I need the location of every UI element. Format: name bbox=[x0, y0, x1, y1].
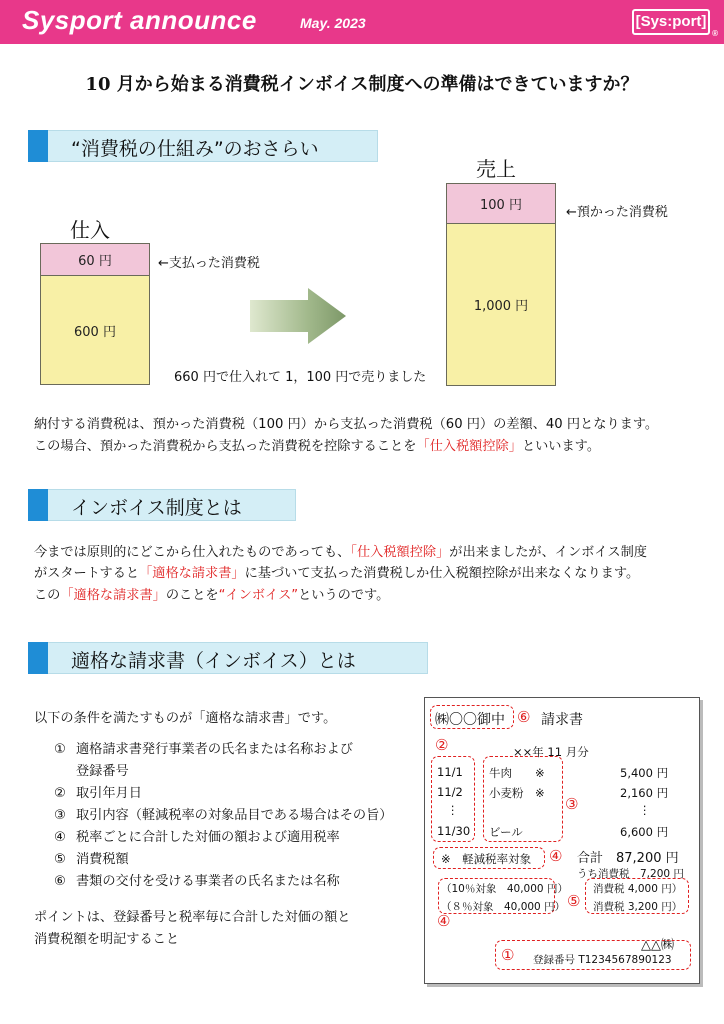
tax-10-amount: 消費税 4,000 円） bbox=[593, 883, 683, 895]
item-number: ③ bbox=[54, 808, 66, 823]
text-segment: この bbox=[34, 588, 61, 603]
text-segment: といいます。 bbox=[521, 439, 601, 454]
goods-row: 小麦粉 ※ bbox=[489, 786, 545, 800]
date-row: 11/1 bbox=[437, 765, 463, 779]
marker-3: ③ bbox=[565, 795, 579, 813]
point-line2: 消費税額を明記すること bbox=[34, 932, 180, 947]
invoice-recipient: ㈱〇〇御中 bbox=[435, 712, 505, 728]
invoice-period: ××年 11 月分 bbox=[513, 745, 589, 759]
amount-row: ⋮ bbox=[639, 803, 651, 817]
arrow-caption: 660 円で仕入れて 1，100 円で売りました bbox=[174, 370, 427, 385]
sysport-logo bbox=[632, 9, 718, 38]
section-heading-text: 適格な請求書（インボイス）とは bbox=[71, 650, 356, 672]
item-text: 取引内容（軽減税率の対象品目である場合はその旨） bbox=[76, 808, 393, 823]
text-segment: のことを bbox=[165, 588, 219, 603]
purchase-caption: 仕入 bbox=[70, 218, 110, 242]
goods-row: ビール bbox=[489, 825, 523, 839]
right-arrow-icon bbox=[250, 288, 346, 344]
condition-item bbox=[54, 871, 393, 893]
item-text: 取引年月日 bbox=[76, 786, 142, 801]
rate-8-total: （８％対象 40,000 円） bbox=[441, 901, 566, 913]
issue-date: May. 2023 bbox=[300, 15, 366, 31]
section-tab-marker bbox=[28, 489, 48, 521]
amount-row: 2,160 円 bbox=[620, 786, 669, 800]
purchase-base-value: 600 円 bbox=[74, 324, 116, 340]
condition-item bbox=[54, 761, 393, 783]
section-heading-qualified-invoice bbox=[28, 642, 428, 674]
item-number: ⑤ bbox=[54, 852, 66, 867]
marker-4: ④ bbox=[437, 912, 451, 930]
sales-base-value: 1,000 円 bbox=[473, 299, 529, 314]
text-segment: 今までは原則的にどこから仕入れたものであっても、 bbox=[34, 545, 351, 560]
purchase-tax-box bbox=[40, 243, 150, 276]
marker-6: ⑥ bbox=[517, 708, 531, 726]
text-segment: がスタートすると bbox=[34, 566, 140, 581]
section-heading-text: “消費税の仕組み”のおさらい bbox=[71, 138, 319, 160]
conditions-list bbox=[34, 739, 393, 893]
section-heading-invoice-system bbox=[28, 489, 296, 521]
registered-mark: ® bbox=[712, 29, 718, 38]
sales-tax-box bbox=[446, 183, 556, 224]
reduced-rate-note: ※ 軽減税率対象 bbox=[441, 852, 532, 866]
tax-included: うち消費税 7,200 円 bbox=[577, 868, 684, 880]
text-segment: というのです。 bbox=[298, 588, 390, 603]
purchase-tax-value: 60 円 bbox=[78, 254, 112, 269]
invoice-sample bbox=[424, 697, 700, 984]
item-number: ④ bbox=[54, 830, 66, 845]
item-text: 登録番号 bbox=[76, 764, 129, 779]
issuer-name: △△㈱ bbox=[641, 938, 674, 953]
date-row: 11/30 bbox=[437, 824, 471, 838]
text-segment: が出来ましたが、インボイス制度 bbox=[449, 545, 647, 560]
condition-item bbox=[54, 739, 393, 761]
item-number: ⑥ bbox=[54, 874, 66, 889]
received-tax-note: ←預かった消費税 bbox=[566, 205, 668, 220]
item-number: ② bbox=[54, 786, 66, 801]
highlight-term: “インボイス” bbox=[218, 588, 299, 603]
condition-item bbox=[54, 783, 393, 805]
invoice-system-line3 bbox=[34, 585, 389, 606]
sales-base-box bbox=[446, 223, 556, 386]
tax-explanation-line2 bbox=[34, 436, 600, 457]
tax-explanation-line1: 納付する消費税は、預かった消費税（100 円）から支払った消費税（60 円）の差額、40 円となります。 bbox=[34, 417, 659, 432]
condition-item bbox=[54, 827, 393, 849]
section-tab-marker bbox=[28, 642, 48, 674]
logo-text: [Sys:port] bbox=[635, 13, 707, 30]
date-row: 11/2 bbox=[437, 785, 463, 799]
point-line1: ポイントは、登録番号と税率毎に合計した対価の額と bbox=[34, 910, 351, 925]
brand-title: Sysport announce bbox=[22, 5, 257, 35]
header-bar bbox=[0, 0, 724, 44]
section-heading-tax-mechanism bbox=[28, 130, 378, 162]
text-segment: この場合、預かった消費税から支払った消費税を控除することを bbox=[34, 439, 417, 454]
goods-row: 牛肉 ※ bbox=[489, 766, 545, 780]
sales-tax-value: 100 円 bbox=[480, 198, 522, 213]
page-title: 10 月から始まる消費税インボイス制度への準備はできていますか？ bbox=[85, 74, 639, 95]
item-text: 適格請求書発行事業者の氏名または名称および bbox=[76, 742, 353, 757]
sales-caption: 売上 bbox=[476, 157, 516, 181]
tax-8-amount: 消費税 3,200 円） bbox=[593, 901, 683, 913]
item-number: ① bbox=[54, 742, 66, 757]
invoice-system-line2 bbox=[34, 563, 639, 584]
highlight-term: 「仕入税額控除」 bbox=[350, 545, 450, 560]
invoice-title: 請求書 bbox=[541, 712, 583, 728]
invoice-conditions bbox=[34, 708, 393, 951]
marker-4-top: ④ bbox=[549, 847, 563, 865]
amount-row: 6,600 円 bbox=[620, 825, 669, 839]
rate-10-total: （10％対象 40,000 円） bbox=[441, 883, 568, 895]
item-text: 消費税額 bbox=[76, 852, 129, 867]
invoice-total: 合計 87,200 円 bbox=[577, 851, 679, 866]
item-text: 書類の交付を受ける事業者の氏名または名称 bbox=[76, 874, 340, 889]
section-tab-marker bbox=[28, 130, 48, 162]
item-text: 税率ごとに合計した対価の額および適用税率 bbox=[76, 830, 340, 845]
condition-item bbox=[54, 805, 393, 827]
marker-5: ⑤ bbox=[567, 892, 581, 910]
purchase-base-box bbox=[40, 275, 150, 385]
marker-1: ① bbox=[501, 946, 515, 964]
section-heading-text: インボイス制度とは bbox=[71, 497, 242, 519]
text-segment: に基づいて支払った消費税しか仕入税額控除が出来なくなります。 bbox=[244, 566, 640, 581]
highlight-term: 「仕入税額控除」 bbox=[416, 439, 522, 454]
conditions-intro: 以下の条件を満たすものが「適格な請求書」です。 bbox=[34, 711, 337, 726]
marker-2: ② bbox=[435, 736, 449, 754]
amount-row: 5,400 円 bbox=[620, 766, 669, 780]
highlight-term: 「適格な請求書」 bbox=[139, 566, 245, 581]
condition-item bbox=[54, 849, 393, 871]
paid-tax-note: ←支払った消費税 bbox=[158, 256, 260, 271]
highlight-term: 「適格な請求書」 bbox=[60, 588, 166, 603]
registration-number: 登録番号 T1234567890123 bbox=[533, 954, 672, 966]
date-row: ⋮ bbox=[447, 803, 459, 817]
invoice-system-line1 bbox=[34, 542, 647, 563]
